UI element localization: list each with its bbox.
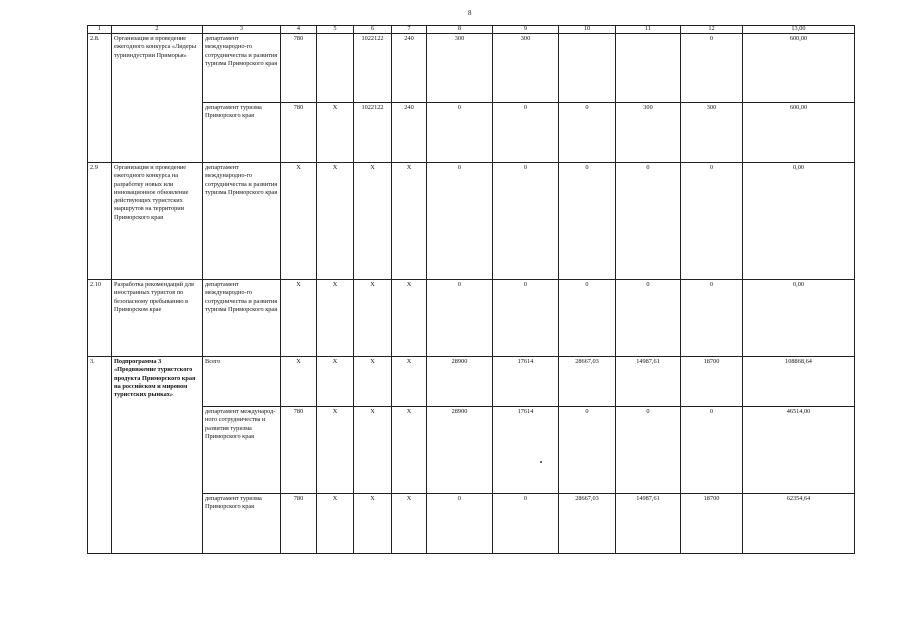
value-cell-c9: 0 [493, 162, 559, 279]
value-cell-c4: X [281, 162, 317, 279]
activity-name-cell: Организация и проведение ежегодного конкурса «Лидеры турииндустрии Приморья» [112, 33, 203, 162]
value-cell-c13: 0,00 [743, 162, 855, 279]
column-header: 12 [681, 26, 743, 34]
value-cell-c11: 300 [616, 102, 681, 162]
value-cell-c10: 28667,03 [559, 493, 616, 553]
value-cell-c11: 14987,61 [616, 356, 681, 406]
item-number-cell: 2.8. [88, 33, 112, 162]
value-cell-c8: 0 [427, 102, 493, 162]
value-cell-c4: 780 [281, 493, 317, 553]
value-cell-c7: 240 [392, 102, 427, 162]
value-cell-c10: 0 [559, 102, 616, 162]
value-cell-c13: 0,00 [743, 279, 855, 356]
value-cell-c7: X [392, 406, 427, 493]
table-row [88, 406, 855, 493]
value-cell-c4: 780 [281, 102, 317, 162]
value-cell-c7: X [392, 162, 427, 279]
value-cell-c11: 0 [616, 406, 681, 493]
value-cell-c8: 0 [427, 279, 493, 356]
value-cell-c6: 1022122 [354, 102, 392, 162]
column-header: 4 [281, 26, 317, 34]
executor-cell: департамент международ-ного сотрудничества и развития туризма Приморского края [203, 406, 281, 493]
executor-cell: Всего [203, 356, 281, 406]
column-header: 11 [616, 26, 681, 34]
value-cell-c9: 17614 [493, 356, 559, 406]
value-cell-c5: X [317, 406, 354, 493]
item-number-cell: 2.10 [88, 279, 112, 356]
column-header: 10 [559, 26, 616, 34]
value-cell-c13: 62354,64 [743, 493, 855, 553]
column-header: 3 [203, 26, 281, 34]
item-number-cell: 3. [88, 356, 112, 553]
executor-cell: департамент международно-го сотрудничества и развития туризма Приморского края [203, 279, 281, 356]
value-cell-c10: 0 [559, 162, 616, 279]
executor-cell: департамент международно-го сотрудничества и развития туризма Приморского края [203, 162, 281, 279]
value-cell-c9: 300 [493, 33, 559, 102]
column-header: 6 [354, 26, 392, 34]
page-number: 8 [468, 9, 472, 17]
value-cell-c8: 28900 [427, 406, 493, 493]
value-cell-c7: X [392, 493, 427, 553]
table-row [88, 162, 855, 279]
value-cell-c7: X [392, 356, 427, 406]
value-cell-c12: 0 [681, 162, 743, 279]
table-row [88, 102, 855, 162]
value-cell-c5: X [317, 493, 354, 553]
value-cell-c13: 46514,00 [743, 406, 855, 493]
table-row [88, 33, 855, 102]
value-cell-c8: 300 [427, 33, 493, 102]
value-cell-c4: X [281, 279, 317, 356]
item-number-cell: 2.9 [88, 162, 112, 279]
value-cell-c6: X [354, 356, 392, 406]
value-cell-c6: X [354, 162, 392, 279]
value-cell-c4: 780 [281, 406, 317, 493]
column-header: 8 [427, 26, 493, 34]
value-cell-c9: 17614 [493, 406, 559, 493]
value-cell-c5: X [317, 162, 354, 279]
value-cell-c5: X [317, 279, 354, 356]
column-header: 9 [493, 26, 559, 34]
value-cell-c8: 28900 [427, 356, 493, 406]
value-cell-c13: 108868,64 [743, 356, 855, 406]
value-cell-c11: 0 [616, 162, 681, 279]
value-cell-c6: X [354, 493, 392, 553]
value-cell-c8: 0 [427, 493, 493, 553]
value-cell-c9: 0 [493, 102, 559, 162]
value-cell-c11: 14987,61 [616, 493, 681, 553]
value-cell-c6: X [354, 406, 392, 493]
value-cell-c4: X [281, 356, 317, 406]
value-cell-c5 [317, 33, 354, 102]
activity-name-cell: Организация и проведение ежегодного конкурса на разработку новых или инновационное обновление действующих туристских маршрутов на территории Приморского края [112, 162, 203, 279]
table-body [88, 26, 855, 554]
value-cell-c7: 240 [392, 33, 427, 102]
value-cell-c4: 780 [281, 33, 317, 102]
value-cell-c13: 600,00 [743, 33, 855, 102]
table-row [88, 279, 855, 356]
value-cell-c10: 28667,03 [559, 356, 616, 406]
column-header: 7 [392, 26, 427, 34]
value-cell-c7: X [392, 279, 427, 356]
column-header: 5 [317, 26, 354, 34]
value-cell-c10 [559, 33, 616, 102]
value-cell-c13: 600,00 [743, 102, 855, 162]
executor-cell: департамент туризма Приморского края [203, 102, 281, 162]
value-cell-c11 [616, 33, 681, 102]
value-cell-c5: X [317, 356, 354, 406]
value-cell-c5: X [317, 102, 354, 162]
value-cell-c11: 0 [616, 279, 681, 356]
activity-name-cell: Разработка рекомендаций для иностранных туристов по безопасному пребыванию в Приморском крае [112, 279, 203, 356]
value-cell-c12: 0 [681, 33, 743, 102]
scan-speck [540, 461, 542, 463]
column-number-row [88, 26, 855, 34]
activity-name-cell: Подпрограмма 3 «Продвижение туристского продукта Приморского края на российском и мировом туристских рынках» [112, 356, 203, 553]
executor-cell: департамент туризма Приморского края [203, 493, 281, 553]
table-row [88, 356, 855, 406]
value-cell-c8: 0 [427, 162, 493, 279]
budget-table [87, 25, 855, 554]
column-header: 13,00 [743, 26, 855, 34]
value-cell-c12: 18700 [681, 493, 743, 553]
value-cell-c9: 0 [493, 493, 559, 553]
executor-cell: департамент международно-го сотрудничества и развития туризма Приморского края [203, 33, 281, 102]
value-cell-c10: 0 [559, 406, 616, 493]
value-cell-c12: 300 [681, 102, 743, 162]
value-cell-c12: 0 [681, 279, 743, 356]
value-cell-c6: 1022122 [354, 33, 392, 102]
value-cell-c6: X [354, 279, 392, 356]
value-cell-c10: 0 [559, 279, 616, 356]
table-row [88, 493, 855, 553]
value-cell-c12: 18700 [681, 356, 743, 406]
column-header: 1 [88, 26, 112, 34]
column-header: 2 [112, 26, 203, 34]
value-cell-c12: 0 [681, 406, 743, 493]
value-cell-c9: 0 [493, 279, 559, 356]
